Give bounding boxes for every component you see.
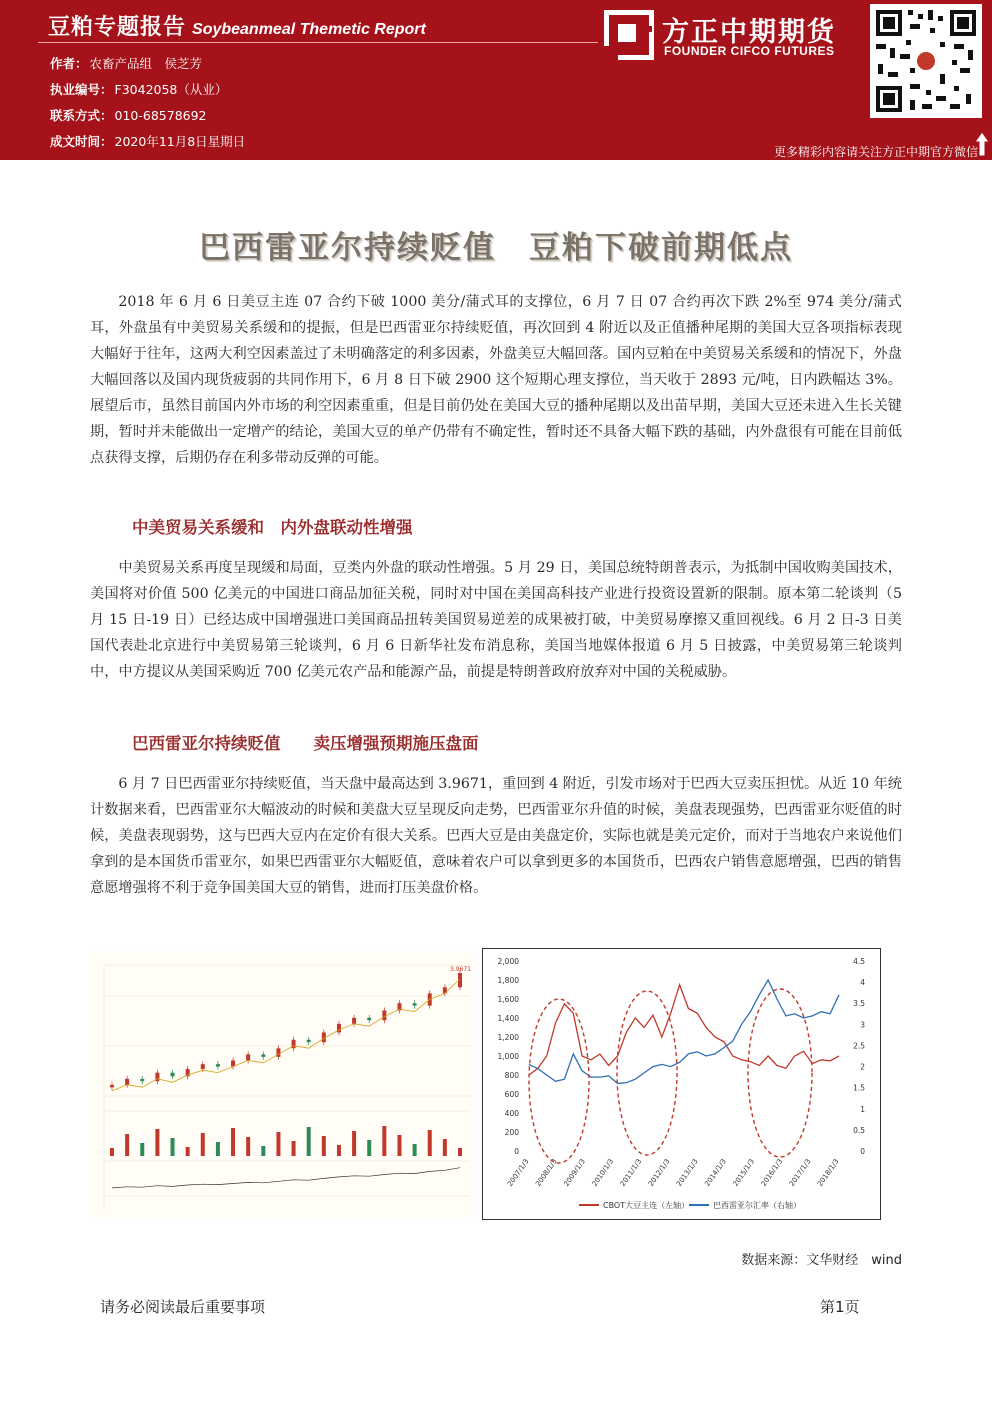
volume-bar: [307, 1127, 311, 1156]
section1-heading: 中美贸易关系缓和 内外盘联动性增强: [132, 518, 413, 537]
left-tick-label: 2,000: [497, 957, 519, 966]
header-divider: [38, 42, 598, 43]
page-number: 第1页: [820, 1298, 860, 1316]
volume-bar: [186, 1147, 190, 1156]
x-tick-label: 2009/1/3: [562, 1157, 588, 1188]
right-tick-label: 2.5: [853, 1041, 865, 1051]
x-tick-label: 2015/1/3: [731, 1157, 757, 1188]
x-axis-ticks: [506, 1158, 841, 1188]
logo-text-cn: 方正中期期货: [662, 17, 836, 48]
volume-bar: [413, 1144, 417, 1156]
volume-bar: [292, 1141, 296, 1156]
contact-value: 010-68578692: [114, 108, 207, 123]
candle-body: [382, 1010, 386, 1020]
right-tick-label: 2: [860, 1062, 865, 1072]
volume-bar: [261, 1146, 265, 1156]
right-axis-ticks: [853, 957, 865, 1156]
section1-paragraph: 中美贸易关系再度呈现缓和局面，豆类内外盘的联动性增强。5 月 29 日，美国总统特朗普表示，为抵制中国收购美国技术，美国将对价值 500 亿美元的中国进口商品加征关税，同时对中国在美国高科技产业进行投资设置新的限制。原本第二轮谈判（5 月 15 日-19 日）已经达成中国增强进口美国商品扭转美国贸易逆差的成果被打破，中美贸易摩擦又重回视线。6 月 2 日-3 日美国代表赴北京进行中美贸易第三轮谈判，6 月 6 日新华社发布消息称，美国当地媒体报道 6 月 5 日披露，中美贸易第三轮谈判中，中方提议从美国采购近 700 亿美元农产品和能源产品，前提是特朗普政府放弃对中国的关税威胁。: [90, 560, 902, 680]
arrow-up-icon: [974, 130, 990, 158]
x-tick-label: 2013/1/3: [675, 1157, 700, 1188]
cbot-vs-brl-chart: [482, 948, 881, 1220]
volume-bar: [171, 1138, 175, 1156]
x-tick-label: 2007/1/3: [506, 1157, 531, 1188]
right-tick-label: 0.5: [853, 1125, 865, 1135]
candle-body: [110, 1085, 114, 1087]
logo-mark-icon: [604, 10, 654, 60]
left-tick-label: 800: [504, 1071, 519, 1080]
legend-label-cbot: CBOT大豆主连（左轴）: [603, 1201, 690, 1210]
legend-label-brl: 巴西雷亚尔汇率（右轴）: [713, 1201, 801, 1210]
candle-body: [246, 1054, 250, 1060]
x-tick-label: 2011/1/3: [618, 1157, 644, 1188]
volume-bar: [397, 1135, 401, 1156]
right-tick-label: 1: [860, 1104, 865, 1114]
right-tick-label: 1.5: [853, 1083, 865, 1093]
volume-bar: [140, 1143, 144, 1156]
candle-body: [216, 1064, 220, 1066]
report-title: [48, 10, 426, 41]
x-tick-label: 2012/1/3: [646, 1157, 672, 1188]
volume-bar: [382, 1126, 386, 1156]
right-tick-label: 4.5: [853, 957, 865, 966]
left-tick-label: 200: [504, 1128, 519, 1137]
volume-bar: [352, 1131, 356, 1156]
license-value: F3042058（从业）: [114, 82, 228, 97]
brl-candlestick-chart: [90, 951, 474, 1218]
candle-body: [155, 1073, 159, 1082]
contact-line: [50, 106, 207, 124]
date-line: [50, 132, 245, 150]
date-label: 成文时间：: [50, 134, 113, 149]
volume-bar: [125, 1134, 129, 1156]
footer-notice: 请务必阅读最后重要事项: [100, 1298, 266, 1316]
contact-label: 联系方式：: [50, 108, 113, 123]
qr-code-icon: [870, 4, 982, 118]
x-tick-label: 2017/1/3: [787, 1157, 813, 1188]
candle-body: [171, 1073, 175, 1077]
volume-bar: [231, 1128, 235, 1156]
left-tick-label: 400: [504, 1109, 519, 1118]
right-tick-label: 4: [860, 978, 865, 988]
date-value: 2020年11月8日星期日: [114, 134, 246, 149]
volume-bar: [216, 1142, 220, 1156]
candle-body: [413, 1003, 417, 1005]
peak-value-label: 3.9671: [450, 966, 471, 973]
candle-body: [261, 1054, 265, 1056]
volume-bar: [110, 1148, 114, 1156]
left-tick-label: 1,000: [497, 1052, 519, 1061]
series-line-cbot: [529, 985, 839, 1075]
intro-paragraph: 2018 年 6 月 6 日美豆主连 07 合约下破 1000 美分/蒲式耳的支撑位，6 月 7 日 07 合约再次下跌 2%至 974 美分/蒲式耳，外盘虽有中美贸易关系缓和的提振，但是巴西雷亚尔持续贬值，再次回到 4 附近以及正值播种尾期的美国大豆各项指标表现大幅好于往年，这两大利空因素盖过了未明确落定的利多因素，外盘美豆大幅回落。国内豆粕在中美贸易关系缓和的情况下，外盘大幅回落以及国内现货疲弱的共同作用下，6 月 8 日下破 2900 这个短期心理支撑位，当天收于 2893 元/吨，日内跌幅达 3%。展望后市，虽然目前国内外市场的利空因素重重，但是目前仍处在美国大豆的播种尾期以及出苗早期，美国大豆还未进入生长关键期，暂时并未能做出一定增产的结论，美国大豆的单产仍带有不确定性，暂时还不具备大幅下跌的基础，内外盘很有可能在目前低点获得支撑，后期仍存在利多带动反弹的可能。: [90, 294, 902, 466]
section2-heading: 巴西雷亚尔持续贬值 卖压增强预期施压盘面: [132, 734, 479, 753]
report-title-cn: 豆粕专题报告: [48, 15, 187, 40]
right-tick-label: 3.5: [853, 999, 865, 1009]
x-tick-label: 2008/1/3: [534, 1157, 559, 1188]
volume-bar: [367, 1140, 371, 1156]
left-tick-label: 1,200: [497, 1033, 519, 1042]
license-line: [50, 80, 227, 98]
article-title: 巴西雷亚尔持续贬值 豆粕下破前期低点: [199, 230, 793, 266]
highlight-ellipse-2011: [617, 991, 677, 1155]
volume-bar: [276, 1132, 280, 1156]
x-tick-label: 2014/1/3: [703, 1157, 728, 1188]
left-axis-ticks: [498, 957, 520, 1156]
volume-bar: [155, 1129, 159, 1156]
left-tick-label: 1,800: [497, 976, 519, 985]
x-tick-label: 2016/1/3: [759, 1157, 785, 1188]
candle-body: [125, 1079, 129, 1085]
candle-body: [140, 1079, 144, 1081]
left-tick-label: 1,600: [497, 995, 519, 1004]
volume-bar: [428, 1130, 432, 1156]
candle-body: [276, 1048, 280, 1057]
left-tick-label: 600: [504, 1090, 519, 1099]
candle-body: [352, 1018, 356, 1024]
company-logo: [604, 6, 864, 66]
x-tick-label: 2010/1/3: [590, 1157, 616, 1188]
author-value: 农畜产品组 侯芝芳: [89, 56, 203, 71]
left-tick-label: 0: [514, 1147, 519, 1156]
right-tick-label: 0: [860, 1147, 865, 1156]
license-label: 执业编号：: [50, 82, 113, 97]
right-tick-label: 3: [860, 1020, 865, 1030]
volume-bar: [201, 1133, 205, 1156]
volume-bar: [322, 1136, 326, 1156]
volume-bar: [246, 1137, 250, 1156]
report-title-en: Soybeanmeal Themetic Report: [192, 21, 426, 38]
section2-paragraph: 6 月 7 日巴西雷亚尔持续贬值，当天盘中最高达到 3.9671，重回到 4 附近，引发市场对于巴西大豆卖压担忧。从近 10 年统计数据来看，巴西雷亚尔大幅波动的时候和美盘大豆呈现反向走势，巴西雷亚尔升值的时候，美盘表现强势，巴西雷亚尔贬值的时候，美盘表现弱势，这与巴西大豆内在定价有很大关系。巴西大豆是由美盘定价，实际也就是美元定价，而对于当地农户来说他们拿到的是本国货币雷亚尔，如果巴西雷亚尔大幅贬值，意味着农户可以拿到更多的本国货币，巴西农户销售意愿增强，巴西的销售意愿增强将不利于竞争国美国大豆的销售，进而打压美盘价格。: [90, 776, 902, 896]
chart-legend: [579, 1200, 801, 1210]
author-label: 作者：: [50, 56, 88, 71]
highlight-ellipse-2015: [748, 989, 812, 1157]
left-tick-label: 1,400: [497, 1014, 519, 1023]
report-header: [0, 0, 992, 160]
volume-bar: [458, 1148, 462, 1156]
candle-body: [367, 1018, 371, 1020]
x-tick-label: 2018/1/3: [816, 1157, 841, 1188]
author-line: [50, 54, 202, 72]
volume-bar: [337, 1145, 341, 1156]
logo-text-en: FOUNDER CIFCO FUTURES: [664, 44, 835, 58]
data-source: 数据来源：文华财经 wind: [741, 1253, 902, 1268]
candle-body: [201, 1064, 205, 1069]
follow-wechat-text: 更多精彩内容请关注方正中期官方微信: [773, 145, 978, 159]
candle-body: [307, 1040, 311, 1042]
volume-bar: [443, 1139, 447, 1156]
